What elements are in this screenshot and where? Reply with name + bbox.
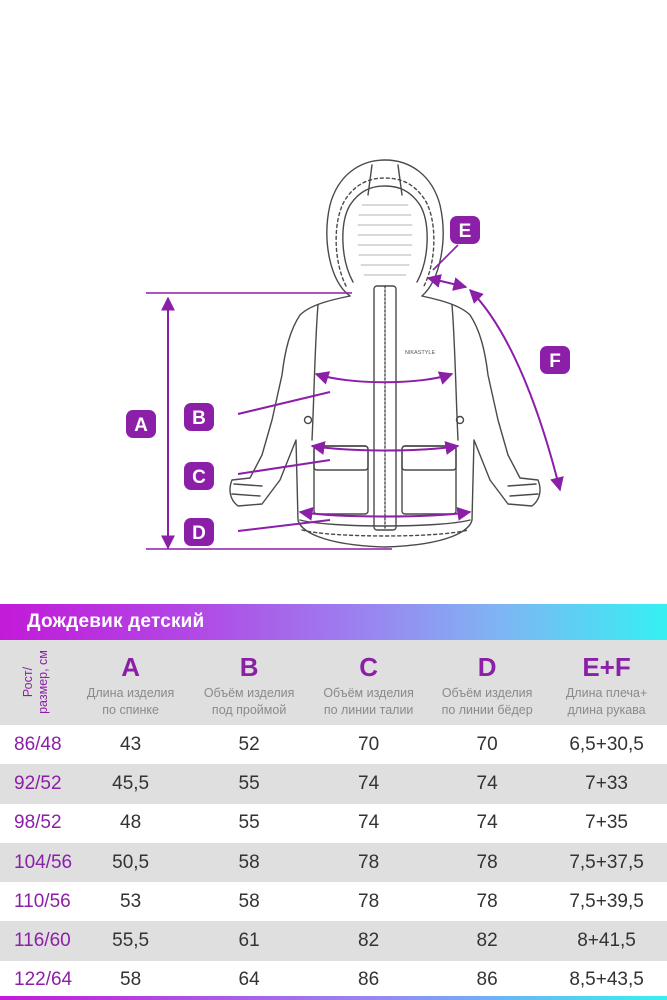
- jacket-drawing: [230, 160, 540, 547]
- header-col-b: B Объём изделия под проймой: [203, 652, 295, 717]
- brand-label: NIKASTYLE: [404, 350, 436, 356]
- header-col-a: A Длина изделия по спинке: [86, 652, 175, 717]
- svg-text:A: A: [134, 415, 148, 436]
- value-cell: 8,5+43,5: [569, 969, 644, 991]
- size-cell: 98/52: [14, 812, 62, 834]
- measure-e-line: [428, 278, 466, 287]
- value-cell: 74: [476, 812, 498, 834]
- header-col-ef: E+F Длина плеча+ длина рукава: [565, 652, 648, 717]
- hood-opening: [343, 186, 427, 282]
- label-b: [184, 403, 214, 431]
- size-cell: 92/52: [14, 772, 62, 794]
- value-cell: 74: [358, 812, 380, 834]
- value-cell: 64: [238, 969, 260, 991]
- title-banner: [0, 604, 667, 640]
- size-cell: 110/56: [14, 890, 71, 912]
- measure-f-line: [470, 290, 560, 490]
- left-cuff: [232, 484, 262, 496]
- value-cell: 78: [358, 890, 380, 912]
- value-cell: 55: [238, 772, 260, 794]
- label-c: [184, 462, 214, 490]
- value-cell: 78: [476, 851, 498, 873]
- value-cell: 7+33: [585, 772, 628, 794]
- corner-label-line1: Рост/: [21, 666, 35, 698]
- value-cell: 82: [476, 930, 498, 952]
- value-cell: 45,5: [112, 772, 150, 794]
- value-cell: 58: [120, 969, 142, 991]
- label-a: [126, 410, 156, 438]
- svg-text:B: B: [192, 408, 206, 429]
- value-cell: 78: [358, 851, 380, 873]
- value-cell: 7,5+37,5: [569, 851, 644, 873]
- svg-text:C: C: [192, 467, 206, 488]
- value-cell: 55: [238, 812, 260, 834]
- corner-label-line2: размер, см: [36, 650, 50, 714]
- label-f: [540, 346, 570, 374]
- value-cell: 48: [120, 812, 142, 834]
- measure-b-line: [316, 374, 452, 382]
- value-cell: 86: [476, 969, 498, 991]
- right-cuff: [508, 484, 538, 496]
- table-row: [0, 764, 667, 803]
- right-pocket: [402, 446, 456, 514]
- value-cell: 74: [358, 772, 380, 794]
- value-cell: 70: [476, 733, 498, 755]
- value-cell: 58: [238, 851, 260, 873]
- value-cell: 86: [358, 969, 380, 991]
- svg-text:F: F: [549, 351, 561, 372]
- size-cell: 116/60: [14, 930, 71, 952]
- svg-text:E: E: [458, 221, 472, 242]
- table-row: [0, 804, 667, 843]
- left-snap: [305, 417, 312, 424]
- value-cell: 82: [358, 930, 380, 952]
- table-row: [0, 882, 667, 921]
- header-col-c: C Объём изделия по линии талии: [323, 652, 414, 717]
- value-cell: 55,5: [112, 930, 150, 952]
- size-cell: 86/48: [14, 733, 62, 755]
- corner-header: [0, 640, 72, 725]
- bottom-gradient-line: [0, 996, 667, 1000]
- table-row: [0, 921, 667, 960]
- value-cell: 7+35: [585, 812, 628, 834]
- value-cell: 78: [476, 890, 498, 912]
- table-row: [0, 843, 667, 882]
- table-row: [0, 725, 667, 764]
- value-cell: 70: [358, 733, 380, 755]
- measurement-lines: [146, 245, 560, 549]
- size-cell: 104/56: [14, 851, 73, 873]
- label-d: [184, 518, 214, 546]
- size-table: [0, 640, 667, 1000]
- value-cell: 58: [238, 890, 260, 912]
- value-cell: 53: [120, 890, 142, 912]
- left-pocket: [314, 446, 368, 514]
- value-cell: 7,5+39,5: [569, 890, 644, 912]
- svg-text:D: D: [192, 523, 206, 544]
- value-cell: 74: [476, 772, 498, 794]
- value-cell: 6,5+30,5: [569, 733, 644, 755]
- table-header-row: [0, 640, 667, 725]
- table-row: [0, 961, 667, 1000]
- value-cell: 52: [238, 733, 260, 755]
- value-cell: 61: [238, 930, 260, 952]
- size-cell: 122/64: [14, 969, 73, 991]
- hood-lining: [358, 205, 412, 275]
- label-e: [450, 216, 480, 244]
- banner-title: Дождевик детский: [27, 611, 205, 632]
- value-cell: 43: [120, 733, 142, 755]
- value-cell: 50,5: [112, 851, 150, 873]
- value-cell: 8+41,5: [577, 930, 636, 952]
- header-col-d: D Объём изделия по линии бёдер: [441, 652, 533, 717]
- hood-outline: [327, 160, 443, 296]
